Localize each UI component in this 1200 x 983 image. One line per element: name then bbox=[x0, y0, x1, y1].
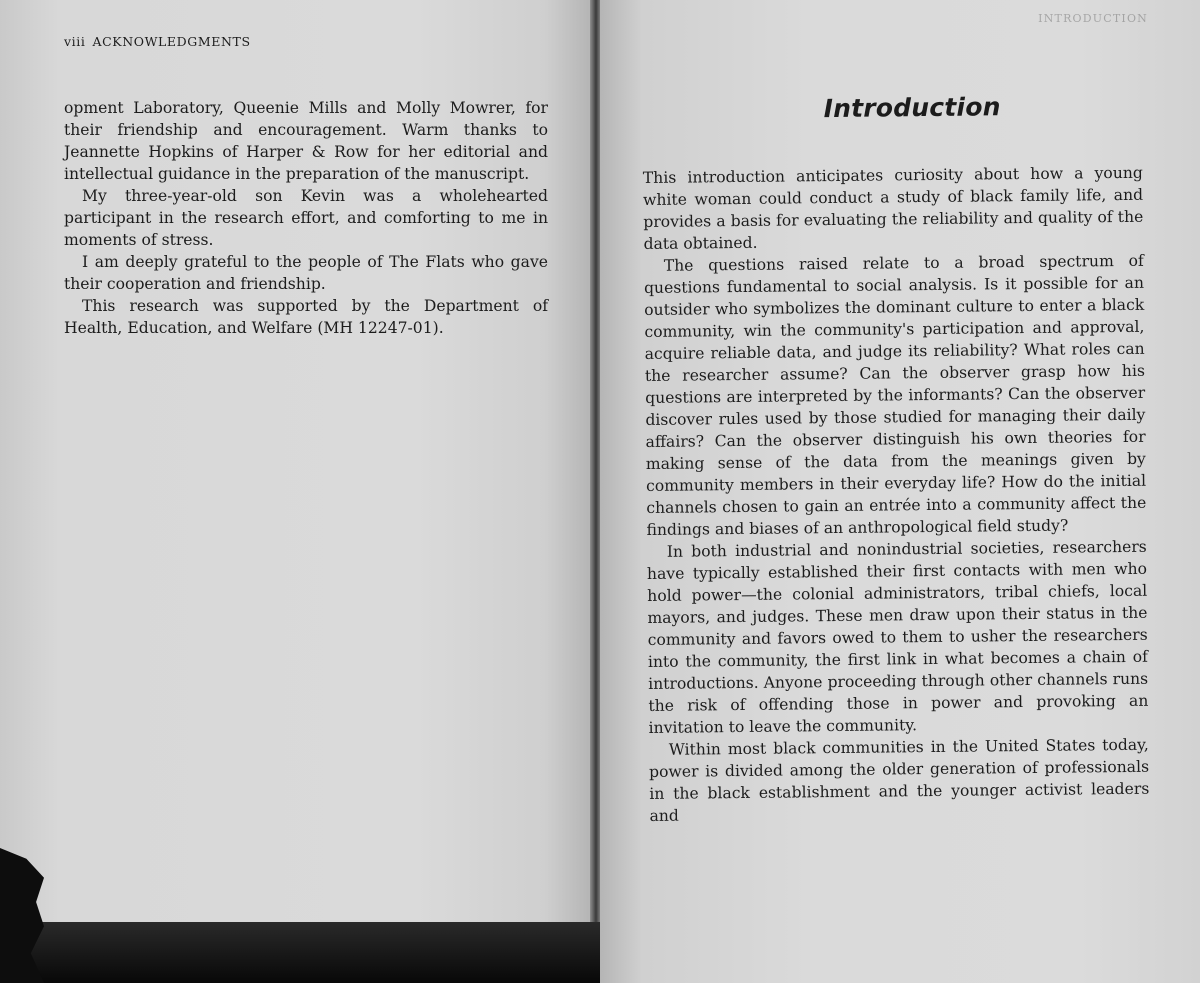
page-number: viii bbox=[64, 34, 86, 49]
left-paragraph-2: My three-year-old son Kevin was a wholehearted participant in the research effort, and comforting to me in moments of stress. bbox=[64, 187, 548, 249]
right-paragraph-1: This introduction anticipates curiosity about how a young white woman could conduct a study of black family life, and provides a basis for evaluating the reliability and quality of the data obtained. bbox=[642, 163, 1144, 253]
right-paragraph-2: The questions raised relate to a broad spectrum of questions fundamental to social analysis. Is it possible for an outsider who symbolizes the dominant culture to enter a black community, win the community's participation and approval, acquire reliable data, and judge its reliability? What roles can the researcher assume? Can the observer grasp how his questions are interpreted by the informants? Can the observer discover rules used by those studied for managing their daily affairs? Can the observer distinguish his own theories for making sense of the data from the meanings given by community members in their everyday life? How do the initial channels chosen to gain an entrée into a community affect the findings and biases of an anthropological field study? bbox=[643, 251, 1147, 539]
right-running-head: INTRODUCTION bbox=[1038, 12, 1148, 25]
introduction-text bbox=[642, 91, 1150, 827]
left-paragraph-1: opment Laboratory, Queenie Mills and Molly Mowrer, for their friendship and encouragement. Warm thanks to Jeannette Hopkins of Harper & Row for her editorial and intellectual guidance in the preparation of the manuscript. bbox=[64, 99, 548, 183]
page-edge-shadow bbox=[0, 922, 600, 983]
chapter-title: Introduction bbox=[823, 92, 1001, 124]
acknowledgments-text bbox=[64, 97, 548, 339]
left-page bbox=[0, 0, 592, 925]
right-paragraph-3: In both industrial and nonindustrial societies, researchers have typically established their first contacts with men who hold power—the colonial administrators, tribal chiefs, local mayors, and judges. These men draw upon their status in the community and favors owed to them to usher the researchers into the community, the first link in what becomes a chain of introductions. Anyone proceeding through other channels runs the risk of offending those in power and provoking an invitation to leave the community. bbox=[646, 537, 1149, 737]
right-paragraph-4: Within most black communities in the United States today, power is divided among the older generation of professionals in the black establishment and the younger activist leaders and bbox=[648, 735, 1150, 825]
right-page bbox=[600, 0, 1200, 983]
left-paragraph-4: This research was supported by the Department of Health, Education, and Welfare (MH 12247-01). bbox=[64, 297, 548, 337]
left-running-head bbox=[64, 34, 548, 49]
left-paragraph-3: I am deeply grateful to the people of The Flats who gave their cooperation and friendship. bbox=[64, 253, 548, 293]
running-head-title: ACKNOWLEDGMENTS bbox=[92, 34, 251, 49]
